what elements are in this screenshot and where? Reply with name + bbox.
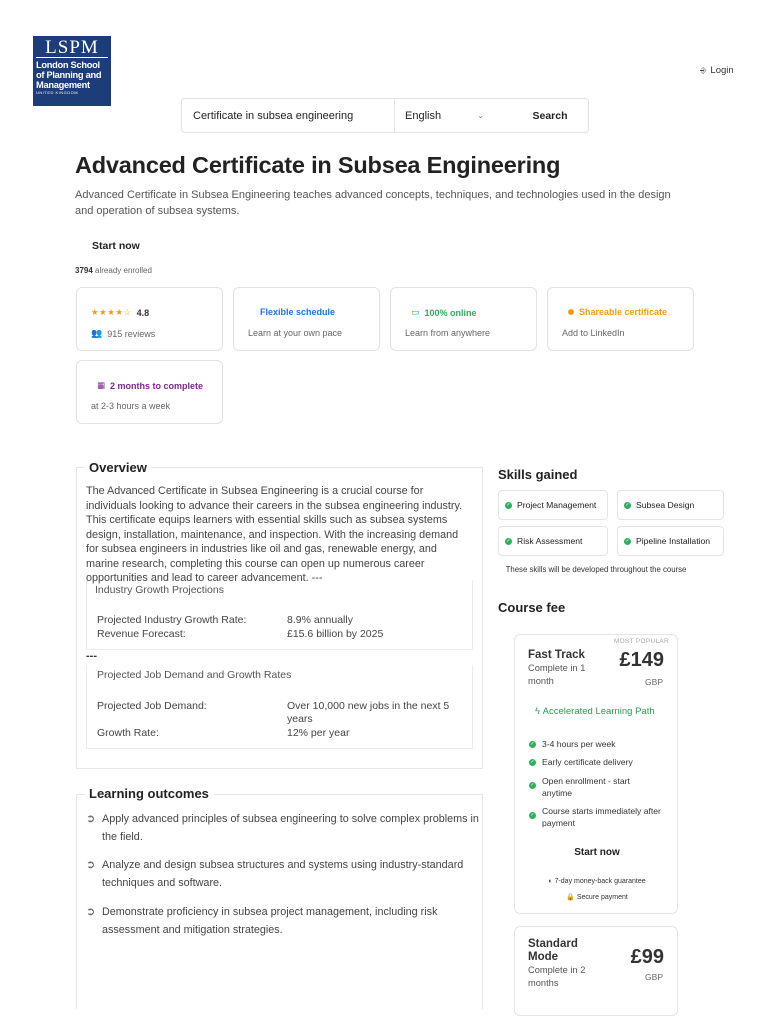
plan-feature xyxy=(529,757,669,769)
skill-tag xyxy=(617,526,724,556)
plan-name: Fast Track xyxy=(528,649,585,661)
check-icon: ✓ xyxy=(530,759,535,765)
plan-price: £99 xyxy=(630,946,664,968)
standard-plan-card[interactable] xyxy=(514,926,678,1016)
plan-currency: GBP xyxy=(645,677,663,687)
fast-track-plan-card[interactable] xyxy=(514,634,678,914)
check-icon: ✓ xyxy=(625,501,630,508)
check-icon: ✓ xyxy=(625,537,630,544)
plan-start-now-button[interactable]: Start now xyxy=(574,847,620,858)
enrolled-count xyxy=(75,266,152,275)
check-icon: ✓ xyxy=(506,537,511,544)
flexible-schedule-card xyxy=(233,287,380,351)
search-bar xyxy=(181,98,589,133)
login-icon: ⎆ xyxy=(700,65,707,75)
login-label: Login xyxy=(710,65,734,76)
plan-feature-text: Early certificate delivery xyxy=(542,757,633,767)
plan-feature xyxy=(529,776,649,799)
certificate-dot-icon xyxy=(568,309,574,315)
learning-outcome-text: Analyze and design subsea structures and systems using industry-standard techniques and software. xyxy=(102,859,464,889)
certificate-sub: Add to LinkedIn xyxy=(562,328,625,338)
laptop-icon: ▭ xyxy=(411,307,420,317)
skill-label: Risk Assessment xyxy=(517,536,583,546)
arrow-circle-icon: ➲ xyxy=(86,906,96,918)
course-fee-title: Course fee xyxy=(498,600,566,615)
search-input[interactable] xyxy=(182,99,394,132)
growth-rate2-label: Growth Rate: xyxy=(97,727,159,739)
overview-title: Overview xyxy=(85,460,151,475)
most-popular-badge: MOST POPULAR xyxy=(613,638,669,645)
skill-label: Pipeline Installation xyxy=(636,536,711,546)
duration-card xyxy=(76,360,223,424)
check-icon: ✓ xyxy=(530,812,535,818)
duration-sub: at 2-3 hours a week xyxy=(91,401,171,411)
plan-currency: GBP xyxy=(645,972,663,982)
flexible-schedule-sub: Learn at your own pace xyxy=(248,328,343,338)
check-icon: ✓ xyxy=(506,501,511,508)
skill-label: Subsea Design xyxy=(636,500,695,510)
flexible-schedule-title: Flexible schedule xyxy=(260,307,336,317)
skill-label: Project Management xyxy=(517,500,597,510)
course-description: Advanced Certificate in Subsea Engineering teaches advanced concepts, techniques, and technologies used in the design and operation of subsea systems. xyxy=(75,189,671,217)
secure-payment xyxy=(515,893,679,901)
learning-outcome-text: Apply advanced principles of subsea engineering to solve complex problems in the field. xyxy=(102,813,479,843)
calendar-icon: ▦ xyxy=(97,380,106,390)
plan-name: Standard Mode xyxy=(528,938,578,963)
check-icon: ✓ xyxy=(530,782,535,788)
reviews-count: 915 reviews xyxy=(107,328,156,339)
enrolled-text: already enrolled xyxy=(95,266,152,275)
logo-country: UNITED KINGDOM xyxy=(36,90,79,95)
lock-icon: 🔒 xyxy=(566,894,575,901)
money-back-guarantee xyxy=(515,878,679,885)
rating-value: 4.8 xyxy=(136,307,150,318)
plan-duration: Complete in 2 months xyxy=(528,965,586,988)
growth-rate-value: 8.9% annually xyxy=(287,614,353,626)
school-logo[interactable] xyxy=(33,36,111,106)
page-title: Advanced Certificate in Subsea Engineering xyxy=(75,152,561,178)
growth-projections-heading: Industry Growth Projections xyxy=(95,584,224,596)
growth-rate-label: Projected Industry Growth Rate: xyxy=(97,614,247,626)
star-rating-icon: ★★★★☆ xyxy=(91,307,132,317)
plan-duration: Complete in 1 month xyxy=(528,663,586,686)
logo-acronym: LSPM xyxy=(36,38,108,58)
learning-outcome-item xyxy=(86,856,480,892)
learning-outcomes-title: Learning outcomes xyxy=(85,786,213,801)
skill-tag xyxy=(498,526,608,556)
users-icon: 👥 xyxy=(91,328,103,338)
section-separator: --- xyxy=(86,650,97,662)
learning-outcome-item xyxy=(86,810,480,846)
shield-icon: ◐ xyxy=(548,878,553,885)
chevron-down-icon: ⌄ xyxy=(477,111,484,120)
search-button[interactable]: Search xyxy=(532,109,568,122)
accelerated-path-text: Accelerated Learning Path xyxy=(542,706,655,717)
plan-feature-text: 3-4 hours per week xyxy=(542,739,616,749)
arrow-circle-icon: ➲ xyxy=(86,859,96,871)
skills-note: These skills will be developed throughout the course xyxy=(505,565,687,574)
duration-title: 2 months to complete xyxy=(110,380,204,391)
skills-title: Skills gained xyxy=(498,467,578,482)
accelerated-path-label xyxy=(535,705,655,718)
plan-feature-text: Open enrollment - start anytime xyxy=(542,776,630,798)
check-icon: ✓ xyxy=(530,741,535,747)
skill-tag xyxy=(498,490,608,520)
certificate-card xyxy=(547,287,694,351)
revenue-forecast-value: £15.6 billion by 2025 xyxy=(287,628,384,640)
logo-school-name: London School of Planning and Management xyxy=(36,60,102,90)
revenue-forecast-label: Revenue Forecast: xyxy=(97,628,186,640)
enrolled-number: 3794 xyxy=(75,266,93,275)
skill-tag xyxy=(617,490,724,520)
overview-text: The Advanced Certificate in Subsea Engineering is a crucial course for individuals looking to advance their careers in the subsea engineering industry. This certificate equips learners with essential skills such as subsea systems design, installation, maintenance, and inspection. With the increasing demand for subsea engineers in industries like oil and gas, renewable energy, and marine research, completing this course can open up numerous career opportunities and lead to career advancement. --- xyxy=(86,485,463,584)
login-link[interactable] xyxy=(700,65,734,76)
learning-outcome-text: Demonstrate proficiency in subsea project management, including risk assessment and mitigation strategies. xyxy=(102,906,438,936)
job-demand-value: Over 10,000 new jobs in the next 5 years xyxy=(287,700,450,725)
plan-feature-text: Course starts immediately after payment xyxy=(542,806,661,828)
plan-feature xyxy=(529,739,669,751)
plan-feature xyxy=(529,806,661,829)
job-demand-label: Projected Job Demand: xyxy=(97,700,207,712)
learning-outcome-item xyxy=(86,903,480,939)
online-card xyxy=(390,287,537,351)
job-demand-heading: Projected Job Demand and Growth Rates xyxy=(97,669,292,681)
arrow-circle-icon: ➲ xyxy=(86,813,96,825)
start-now-button[interactable]: Start now xyxy=(92,240,140,252)
online-sub: Learn from anywhere xyxy=(405,328,491,338)
certificate-title: Shareable certificate xyxy=(579,307,668,317)
rating-card xyxy=(76,287,223,351)
language-select[interactable] xyxy=(394,99,512,132)
language-selected: English xyxy=(405,109,442,122)
plan-price: £149 xyxy=(619,649,664,671)
guarantee-text: 7-day money-back guarantee xyxy=(554,878,646,885)
online-title: 100% online xyxy=(424,307,477,318)
secure-payment-text: Secure payment xyxy=(576,894,628,901)
lightning-icon: ϟ xyxy=(535,706,541,717)
growth-rate2-value: 12% per year xyxy=(287,727,350,739)
